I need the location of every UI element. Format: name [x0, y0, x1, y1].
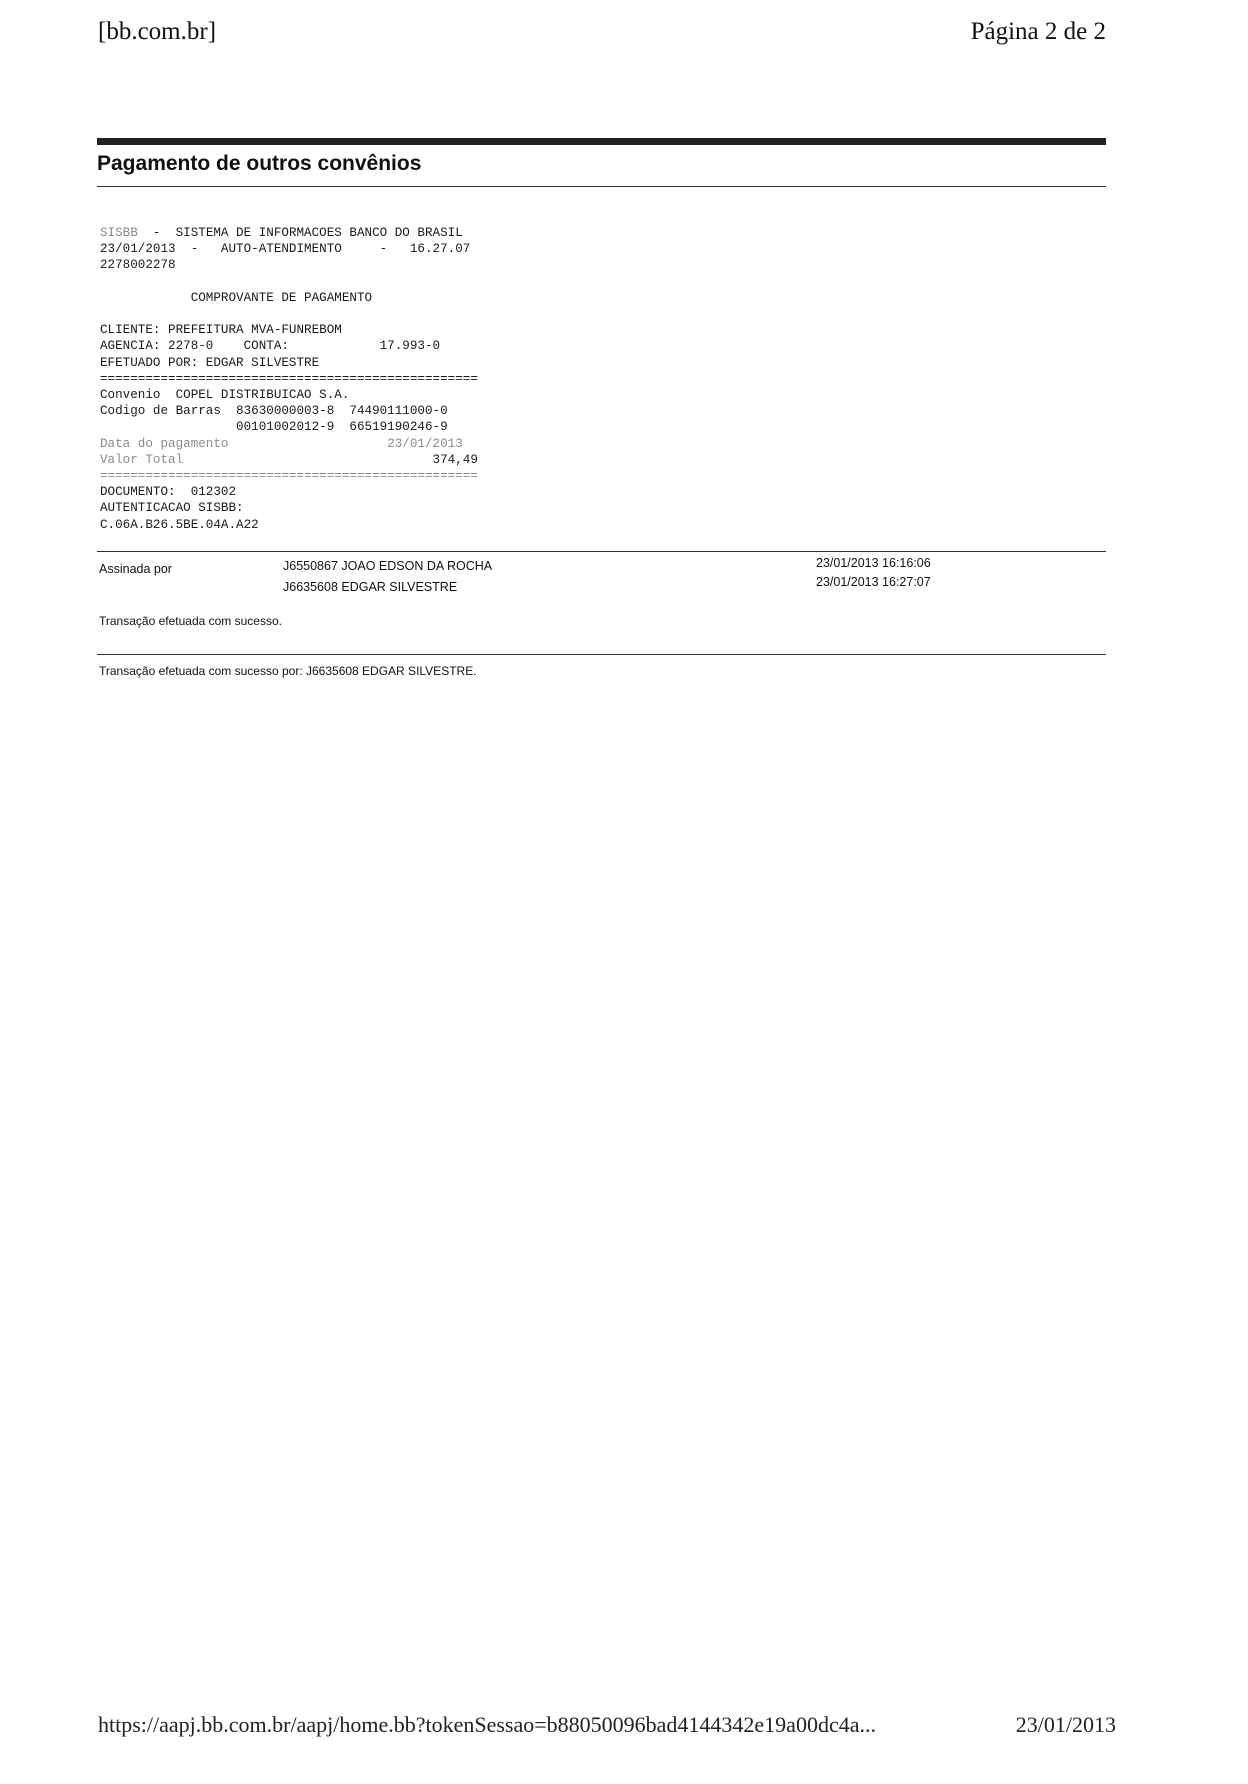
- print-footer-url: https://aapj.bb.com.br/aapj/home.bb?tokenSessao=b88050096bad4144342e19a00dc4a...: [98, 1712, 876, 1737]
- print-header-site: [bb.com.br]: [98, 18, 217, 45]
- receipt-autenticacao-value: C.06A.B26.5BE.04A.A22: [100, 517, 259, 532]
- receipt-barcode-line-2: 00101002012-9 66519190246-9: [100, 420, 448, 435]
- receipt-system-name: - SISTEMA DE INFORMACOES BANCO DO BRASIL: [137, 226, 463, 240]
- receipt-agencia-conta: AGENCIA: 2278-0 CONTA: 17.993-0: [100, 339, 441, 354]
- signer-2-name: J6635608 EDGAR SILVESTRE: [283, 580, 458, 594]
- receipt-date-time: 23/01/2013 - AUTO-ATENDIMENTO - 16.27.07: [100, 242, 471, 257]
- status-rule: [97, 654, 1106, 655]
- receipt-separator: ==================================================: [100, 371, 478, 386]
- receipt-cliente: CLIENTE: PREFEITURA MVA-FUNREBOM: [100, 323, 342, 338]
- print-header-page-indicator: Página 2 de 2: [970, 18, 1106, 45]
- signer-1-datetime: 23/01/2013 16:16:06: [816, 556, 931, 570]
- receipt-valor-value: 374,49: [183, 452, 478, 467]
- receipt-system-prefix: SISBB: [100, 226, 138, 240]
- signatures-top-rule: [97, 551, 1106, 552]
- transaction-performed-by: Transação efetuada com sucesso por: J6635608 EDGAR SILVESTRE.: [99, 664, 477, 678]
- receipt-terminal-id: 2278002278: [100, 258, 176, 273]
- receipt-barcode-line-1: Codigo de Barras 83630000003-8 74490111000-0: [100, 404, 448, 419]
- receipt-convenio: Convenio COPEL DISTRIBUICAO S.A.: [100, 388, 350, 403]
- receipt-valor-label: Valor Total: [100, 452, 184, 467]
- signer-1-name: J6550867 JOAO EDSON DA ROCHA: [283, 559, 493, 573]
- section-top-rule: [97, 138, 1106, 145]
- print-footer-date: 23/01/2013: [1015, 1712, 1116, 1737]
- signed-by-label: Assinada por: [99, 562, 172, 576]
- receipt-documento: DOCUMENTO: 012302: [100, 485, 237, 500]
- receipt-data-label: Data do pagamento: [100, 436, 229, 451]
- payment-receipt: [100, 225, 478, 533]
- receipt-separator-2: ==================================================: [100, 469, 478, 484]
- receipt-efetuado-por: EFETUADO POR: EDGAR SILVESTRE: [100, 355, 320, 370]
- signer-2-datetime: 23/01/2013 16:27:07: [816, 575, 931, 589]
- transaction-status-message: Transação efetuada com sucesso.: [99, 614, 282, 628]
- receipt-data-value: 23/01/2013: [228, 436, 463, 451]
- section-title-underline: [97, 186, 1106, 187]
- receipt-title: COMPROVANTE DE PAGAMENTO: [100, 290, 373, 305]
- receipt-autenticacao-label: AUTENTICACAO SISBB:: [100, 501, 244, 516]
- section-title: Pagamento de outros convênios: [97, 152, 422, 175]
